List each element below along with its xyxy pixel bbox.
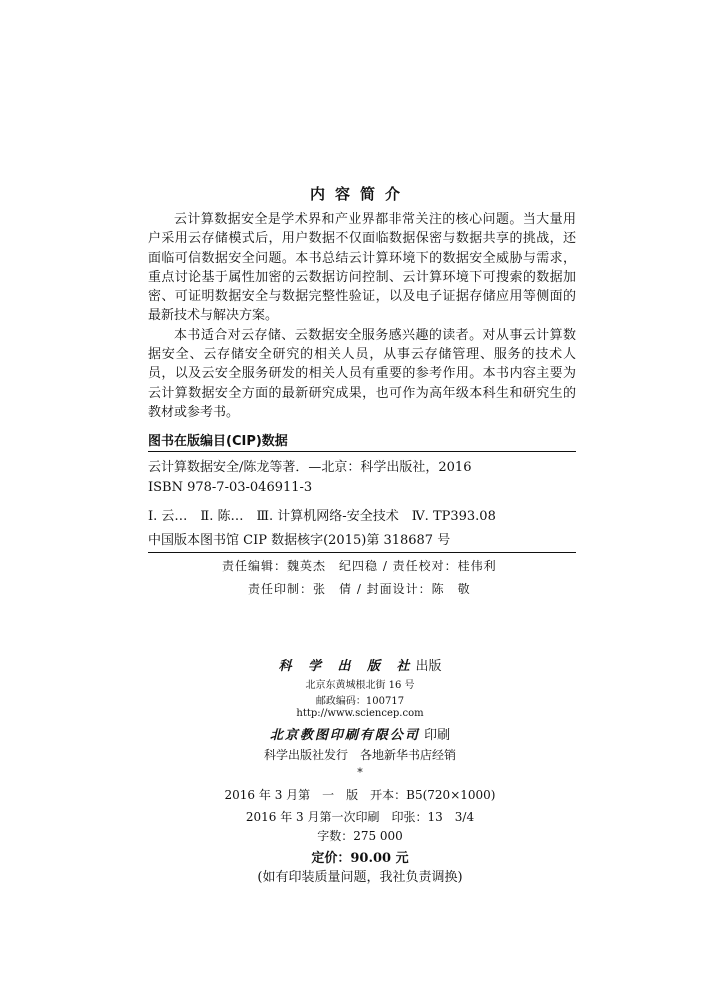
editor-credits: 责任编辑：魏英杰 纪四稳 / 责任校对：桂伟利 xyxy=(222,559,497,573)
cip-isbn: ISBN 978-7-03-046911-3 xyxy=(148,480,313,495)
printer-name: 北京教图印刷有限公司 xyxy=(269,728,420,743)
quality-note: (如有印装质量问题，我社负责调换) xyxy=(257,870,463,885)
cip-heading: 图书在版编目(CIP)数据 xyxy=(148,434,288,449)
summary-title: 内容简介 xyxy=(309,185,410,203)
word-count: 字数：275 000 xyxy=(317,829,403,843)
cip-top-rule xyxy=(148,451,576,452)
publisher-name: 科 学 出 版 社 xyxy=(278,659,416,674)
summary-paragraph: 本书适合对云存储、云数据安全服务感兴趣的读者。对从事云计算数据安全、云存储安全研究的相关人员，从事云存储管理、服务的技术人员，以及云安全服务研发的相关人员有重要的参考作用。本书内容主要为云计算数据安全方面的最新研究成果，也可作为高年级本科生和研究生的教材或参考书。 xyxy=(148,327,576,420)
price: 定价：90.00 元 xyxy=(311,851,409,866)
summary-text xyxy=(148,210,576,422)
printer-line xyxy=(0,724,720,743)
publisher-suffix: 出版 xyxy=(415,659,442,674)
production-credits: 责任印制：张 倩 / 封面设计：陈 敬 xyxy=(248,582,471,596)
separator-star: * xyxy=(357,766,363,779)
publisher-address: 北京东黄城根北街 16 号 xyxy=(305,680,415,691)
publisher-postcode: 邮政编码：100717 xyxy=(315,696,405,707)
printing-line: 2016 年 3 月第一次印刷 印张：13 3/4 xyxy=(245,810,475,824)
printer-suffix: 印刷 xyxy=(419,728,451,743)
summary-paragraph: 云计算数据安全是学术界和产业界都非常关注的核心问题。当大量用户采用云存储模式后，用户数据不仅面临数据保密与数据共享的挑战，还面临可信数据安全问题。本书总结云计算环境下的数据安全威胁与需求，重点讨论基于属性加密的云数据访问控制、云计算环境下可搜索的数据加密、可证明数据安全与数据完整性验证，以及电子证据存储应用等侧面的最新技术与解决方案。 xyxy=(148,212,576,324)
edition-line: 2016 年 3 月第 一 版 开本：B5(720×1000) xyxy=(224,788,496,802)
publisher-line xyxy=(0,655,720,674)
cip-bottom-rule xyxy=(148,552,576,553)
cip-record-number: 中国版本图书馆 CIP 数据核字(2015)第 318687 号 xyxy=(148,533,451,548)
distribution-line: 科学出版社发行 各地新华书店经销 xyxy=(263,748,456,762)
publisher-website: http://www.sciencep.com xyxy=(296,708,424,719)
cip-classification: Ⅰ. 云… Ⅱ. 陈… Ⅲ. 计算机网络-安全技术 Ⅳ. TP393.08 xyxy=(148,509,496,524)
cip-title-line: 云计算数据安全/陈龙等著．—北京：科学出版社，2016 xyxy=(148,460,472,475)
